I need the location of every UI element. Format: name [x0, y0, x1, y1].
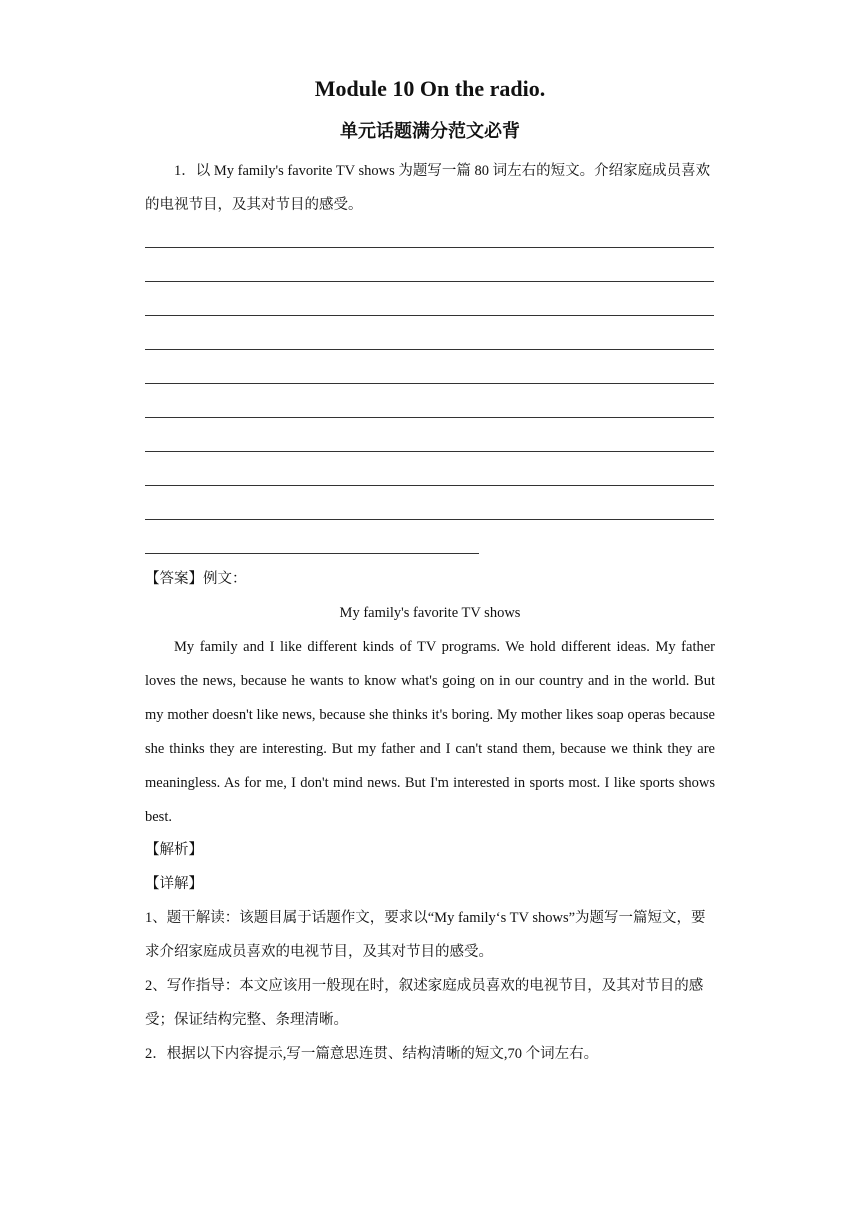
writing-line — [145, 315, 714, 316]
writing-line — [145, 519, 714, 520]
writing-line — [145, 383, 714, 384]
analysis-item-2: 2、写作指导：本文应该用一般现在时，叙述家庭成员喜欢的电视节目，及其对节目的感受；保证结构完整、条理清晰。 — [145, 978, 704, 1028]
writing-lines — [145, 230, 715, 554]
detail-label: 【详解】 — [145, 876, 203, 892]
writing-line — [145, 485, 714, 486]
question-1-prompt: 1．以 My family's favorite TV shows 为题写一篇 80 词左右的短文。介绍家庭成员喜欢的电视节目，及其对节目的感受。 — [145, 163, 711, 213]
page-subtitle: 单元话题满分范文必背 — [340, 121, 520, 141]
analysis-item-1: 1、题干解读：该题目属于话题作文，要求以“My family‘s TV shows”为题写一篇短文，要求介绍家庭成员喜欢的电视节目，及其对节目的感受。 — [145, 910, 706, 960]
question-2-prompt: 2．根据以下内容提示,写一篇意思连贯、结构清晰的短文,70 个词左右。 — [145, 1046, 599, 1062]
writing-line — [145, 247, 714, 248]
writing-line — [145, 349, 714, 350]
writing-line — [145, 553, 479, 554]
writing-line — [145, 417, 714, 418]
writing-line — [145, 451, 714, 452]
essay-title: My family's favorite TV shows — [339, 605, 521, 621]
analysis-label: 【解析】 — [145, 842, 203, 858]
page-title: Module 10 On the radio. — [314, 76, 546, 101]
writing-line — [145, 281, 714, 282]
essay-body: My family and I like different kinds of TV programs. We hold different ideas. My father loves the news, because he wants to know what's going on in our country and in the world. But my mother doesn't like news, because she thinks it's boring. My mother likes soap operas because she thinks they are interesting. But my father and I can't stand them, because we think they are meaningless. As for me, I don't mind news. But I'm interested in sports most. I like sports shows best. — [145, 639, 715, 825]
answer-label: 【答案】例文： — [145, 571, 247, 587]
